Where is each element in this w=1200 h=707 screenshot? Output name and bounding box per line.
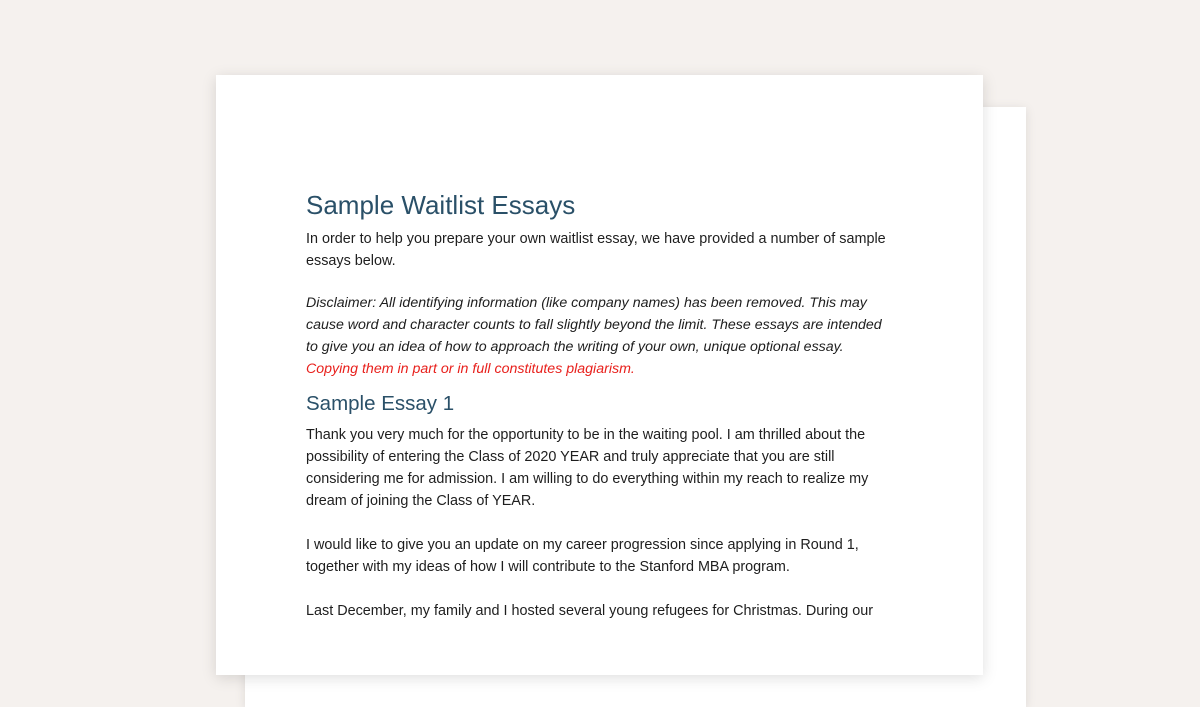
document-title: Sample Waitlist Essays	[306, 190, 576, 220]
plagiarism-warning: Copying them in part or in full constitutes plagiarism.	[306, 361, 635, 377]
disclaimer-text: Disclaimer: All identifying information (like company names) has been removed. This may cause word and character counts to fall slightly beyond the limit. These essays are intended to give you an idea of how to approach the writing of your own, unique optional essay.	[306, 295, 882, 355]
intro-paragraph: In order to help you prepare your own waitlist essay, we have provided a number of sample essays below.	[306, 231, 886, 269]
essay-heading: Sample Essay 1	[306, 392, 455, 415]
essay-paragraph: Last December, my family and I hosted several young refugees for Christmas. During our	[306, 603, 874, 619]
essay-paragraph: Thank you very much for the opportunity to be in the waiting pool. I am thrilled about the possibility of entering the Class of 2020 YEAR and truly appreciate that you are still considering me for admission. I am willing to do everything within my reach to realize my dream of joining the Class of YEAR.	[306, 427, 869, 509]
document-page	[216, 75, 983, 675]
disclaimer	[306, 292, 896, 380]
document-content	[306, 187, 896, 622]
essay-paragraph: I would like to give you an update on my career progression since applying in Round 1, together with my ideas of how I will contribute to the Stanford MBA program.	[306, 537, 859, 575]
